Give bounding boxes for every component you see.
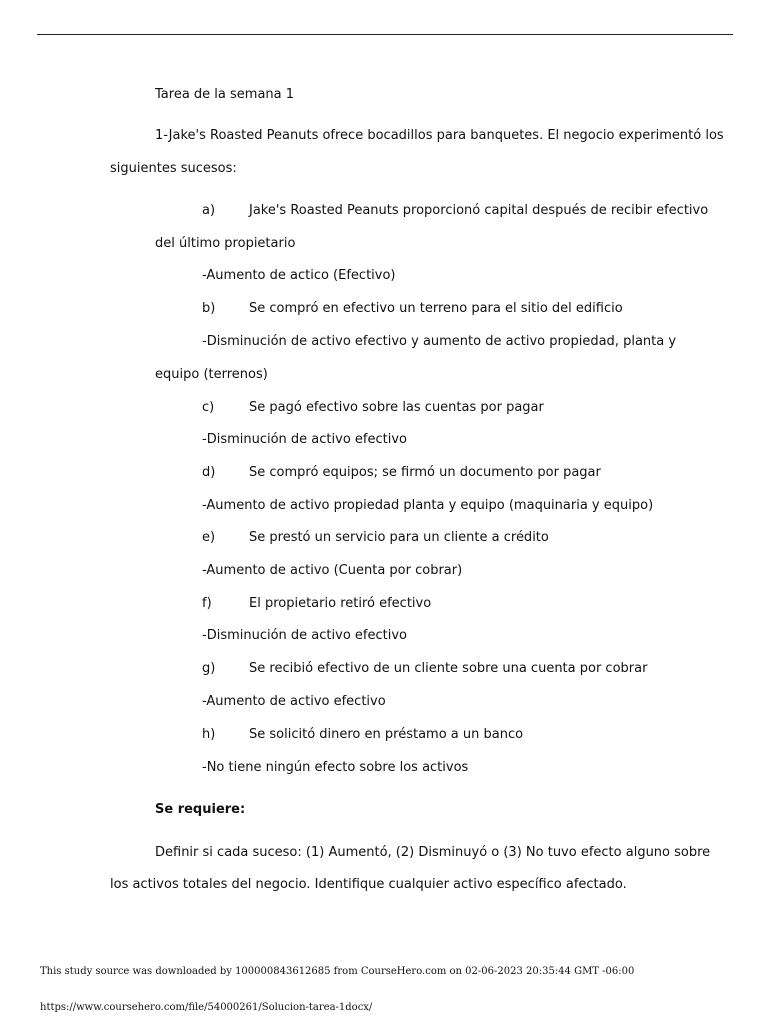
header-rule <box>37 34 733 35</box>
list-item-c <box>202 400 544 416</box>
list-item-h <box>202 727 523 743</box>
item-letter: b) <box>202 301 216 316</box>
document-title: Tarea de la semana 1 <box>155 87 295 102</box>
item-a-answer: -Aumento de actico (Efectivo) <box>202 268 396 283</box>
item-b-answer: -Disminución de activo efectivo y aumento de activo propiedad, planta y <box>202 334 677 349</box>
item-text: Se recibió efectivo de un cliente sobre una cuenta por cobrar <box>249 661 648 676</box>
list-item-d <box>202 465 601 481</box>
item-letter: d) <box>202 465 216 480</box>
item-f-answer: -Disminución de activo efectivo <box>202 628 407 643</box>
requirement-heading: Se requiere: <box>155 802 246 817</box>
item-letter: e) <box>202 530 216 545</box>
item-text: Se solicitó dinero en préstamo a un banco <box>249 727 524 742</box>
item-d-answer: -Aumento de activo propiedad planta y equipo (maquinaria y equipo) <box>202 498 654 513</box>
list-item-g <box>202 661 647 677</box>
item-letter: f) <box>202 596 212 611</box>
item-a-continuation: del último propietario <box>155 236 296 251</box>
item-text: El propietario retiró efectivo <box>249 596 432 611</box>
list-item-a <box>202 203 708 219</box>
item-h-answer: -No tiene ningún efecto sobre los activos <box>202 760 469 775</box>
item-letter: h) <box>202 727 216 742</box>
item-g-answer: -Aumento de activo efectivo <box>202 694 386 709</box>
requirement-line-2: los activos totales del negocio. Identifique cualquier activo específico afectado. <box>110 877 627 892</box>
source-url[interactable]: https://www.coursehero.com/file/54000261/Solucion-tarea-1docx/ <box>40 1002 373 1013</box>
intro-line-2: siguientes sucesos: <box>110 161 237 176</box>
item-letter: g) <box>202 661 216 676</box>
item-text: Se prestó un servicio para un cliente a crédito <box>249 530 549 545</box>
item-e-answer: -Aumento de activo (Cuenta por cobrar) <box>202 563 463 578</box>
requirement-line-1: Definir si cada suceso: (1) Aumentó, (2) Disminuyó o (3) No tuvo efecto alguno sobre <box>155 845 711 860</box>
item-text: Se compró en efectivo un terreno para el sitio del edificio <box>249 301 623 316</box>
item-b-answer-continuation: equipo (terrenos) <box>155 367 268 382</box>
list-item-e <box>202 530 549 546</box>
list-item-f <box>202 596 431 612</box>
intro-line-1: 1-Jake's Roasted Peanuts ofrece bocadillos para banquetes. El negocio experimentó los <box>155 128 724 143</box>
source-notice: This study source was downloaded by 100000843612685 from CourseHero.com on 02-06-2023 20:35:44 GMT -06:00 <box>40 966 635 977</box>
item-letter: a) <box>202 203 216 218</box>
item-c-answer: -Disminución de activo efectivo <box>202 432 407 447</box>
item-text: Se pagó efectivo sobre las cuentas por pagar <box>249 400 544 415</box>
item-letter: c) <box>202 400 215 415</box>
list-item-b <box>202 301 623 317</box>
item-text: Jake's Roasted Peanuts proporcionó capital después de recibir efectivo <box>249 203 709 218</box>
item-text: Se compró equipos; se firmó un documento por pagar <box>249 465 601 480</box>
